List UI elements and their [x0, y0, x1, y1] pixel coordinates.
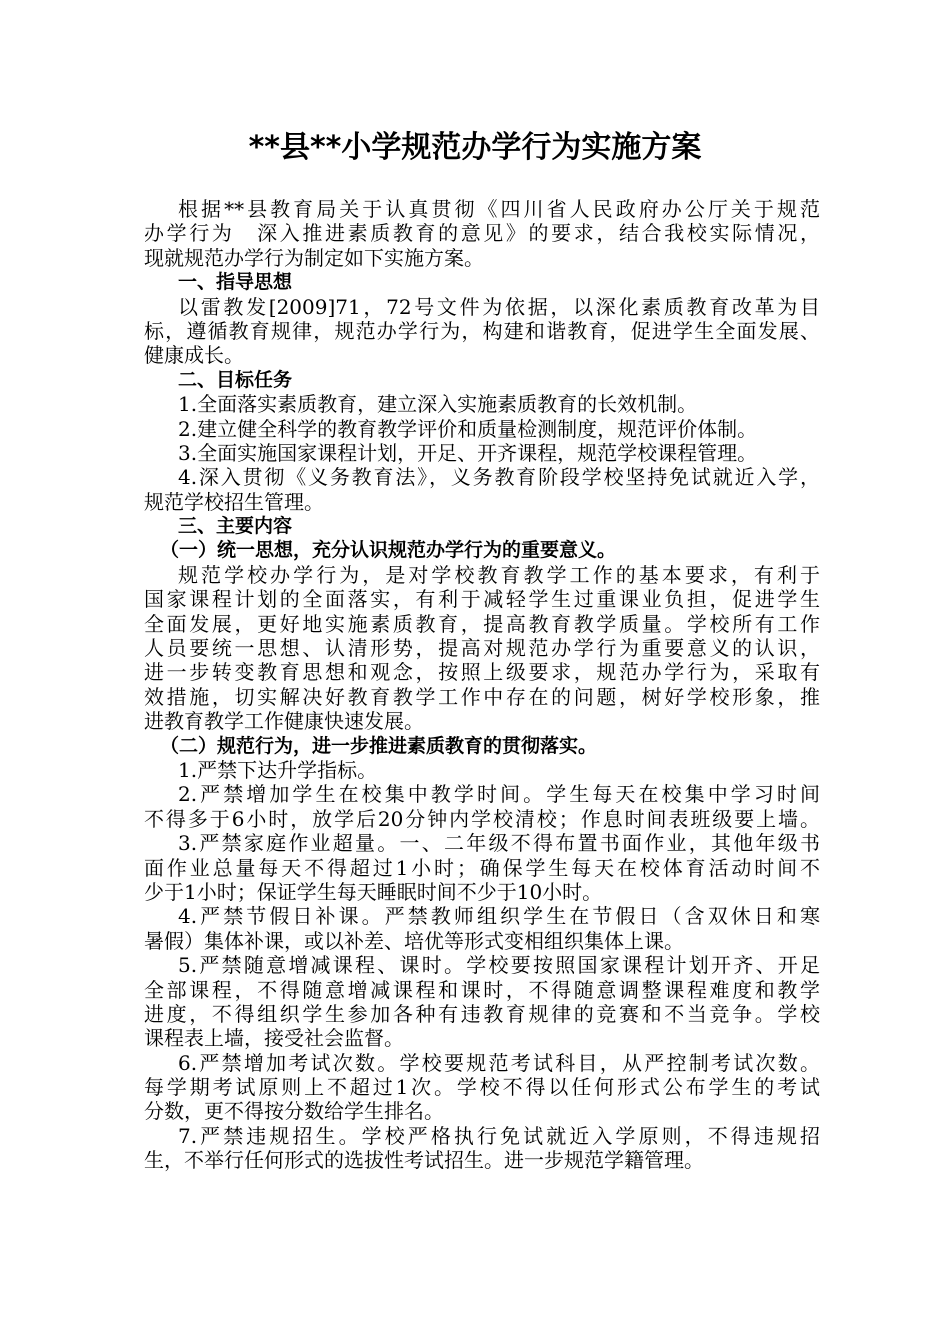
body-text-line: 进教育教学工作健康快速发展。 [144, 709, 424, 734]
body-text-line: 标，遵循教育规律，规范办学行为，构建和谐教育，促进学生全面发展、 [144, 318, 820, 343]
body-text-line: 2.严禁增加学生在校集中教学时间。学生每天在校集中学习时间 [178, 782, 820, 807]
body-text-line: 健康成长。 [144, 343, 244, 368]
body-text-line: 面作业总量每天不得超过1小时；确保学生每天在校体育活动时间不 [144, 855, 820, 880]
section-heading: 一、指导思想 [178, 271, 293, 294]
body-text-line: 不得多于6小时，放学后20分钟内学校清校；作息时间表班级要上墙。 [144, 806, 820, 831]
body-text-line: 2.建立健全科学的教育教学评价和质量检测制度，规范评价体制。 [178, 416, 758, 441]
document-title: **县**小学规范办学行为实施方案 [248, 130, 702, 165]
body-text-line: 3.全面实施国家课程计划，开足、开齐课程，规范学校课程管理。 [178, 440, 758, 465]
body-text-line: 3.严禁家庭作业超量。一、二年级不得布置书面作业，其他年级书 [178, 831, 820, 856]
body-text-line: 6.严禁增加考试次数。学校要规范考试科目，从严控制考试次数。 [178, 1050, 820, 1075]
body-text-line: 全面发展，更好地实施素质教育，提高教育教学质量。学校所有工作 [144, 611, 820, 636]
body-text-line: 5.严禁随意增减课程、课时。学校要按照国家课程计划开齐、开足 [178, 953, 820, 978]
body-text-line: 7.严禁违规招生。学校严格执行免试就近入学原则，不得违规招 [178, 1123, 820, 1148]
body-text-line: 4.严禁节假日补课。严禁教师组织学生在节假日（含双休日和寒 [178, 904, 820, 929]
section-heading: 三、主要内容 [178, 515, 293, 538]
document-body [144, 197, 820, 1173]
section-heading: 二、目标任务 [178, 368, 293, 391]
body-text-line: 人员要统一思想、认清形势，提高对规范办学行为重要意义的认识， [144, 636, 820, 661]
section-heading: （二）规范行为，进一步推进素质教育的贯彻落实。 [160, 734, 598, 757]
body-text-line: 效措施，切实解决好教育教学工作中存在的问题，树好学校形象，推 [144, 684, 820, 709]
body-text-line: 根据**县教育局关于认真贯彻《四川省人民政府办公厅关于规范 [178, 197, 820, 221]
body-text-line: 课程表上墙，接受社会监督。 [144, 1026, 404, 1051]
body-text-line: 少于1小时；保证学生每天睡眠时间不少于10小时。 [144, 879, 603, 904]
body-text-line: 分数，更不得按分数给学生排名。 [144, 1099, 444, 1124]
body-text-line: 以雷教发[2009]71，72号文件为依据，以深化素质教育改革为目 [178, 294, 820, 319]
body-text-line: 国家课程计划的全面落实，有利于减轻学生过重课业负担，促进学生 [144, 587, 820, 612]
body-text-line: 每学期考试原则上不超过1次。学校不得以任何形式公布学生的考试 [144, 1075, 820, 1100]
body-text-line: 1.严禁下达升学指标。 [178, 757, 378, 782]
body-text-line: 暑假）集体补课，或以补差、培优等形式变相组织集体上课。 [144, 928, 684, 953]
body-text-line: 全部课程，不得随意增减课程和课时，不得随意调整课程难度和教学 [144, 977, 820, 1002]
body-text-line: 进一步转变教育思想和观念，按照上级要求，规范办学行为，采取有 [144, 660, 820, 685]
body-text-line: 生，不举行任何形式的选拔性考试招生。进一步规范学籍管理。 [144, 1148, 704, 1173]
body-text-line: 1.全面落实素质教育，建立深入实施素质教育的长效机制。 [178, 392, 698, 417]
body-text-line: 现就规范办学行为制定如下实施方案。 [144, 245, 484, 270]
section-heading: （一）统一思想，充分认识规范办学行为的重要意义。 [160, 539, 617, 562]
body-text-line: 规范学校办学行为，是对学校教育教学工作的基本要求，有利于 [178, 562, 820, 587]
body-text-line: 办学行为 深入推进素质教育的意见》的要求，结合我校实际情况， [144, 221, 820, 246]
body-text-line: 进度，不得组织学生参加各种有违教育规律的竞赛和不当竞争。学校 [144, 1001, 820, 1026]
body-text-line: 规范学校招生管理。 [144, 489, 324, 514]
body-text-line: 4.深入贯彻《义务教育法》，义务教育阶段学校坚持免试就近入学， [178, 465, 820, 490]
